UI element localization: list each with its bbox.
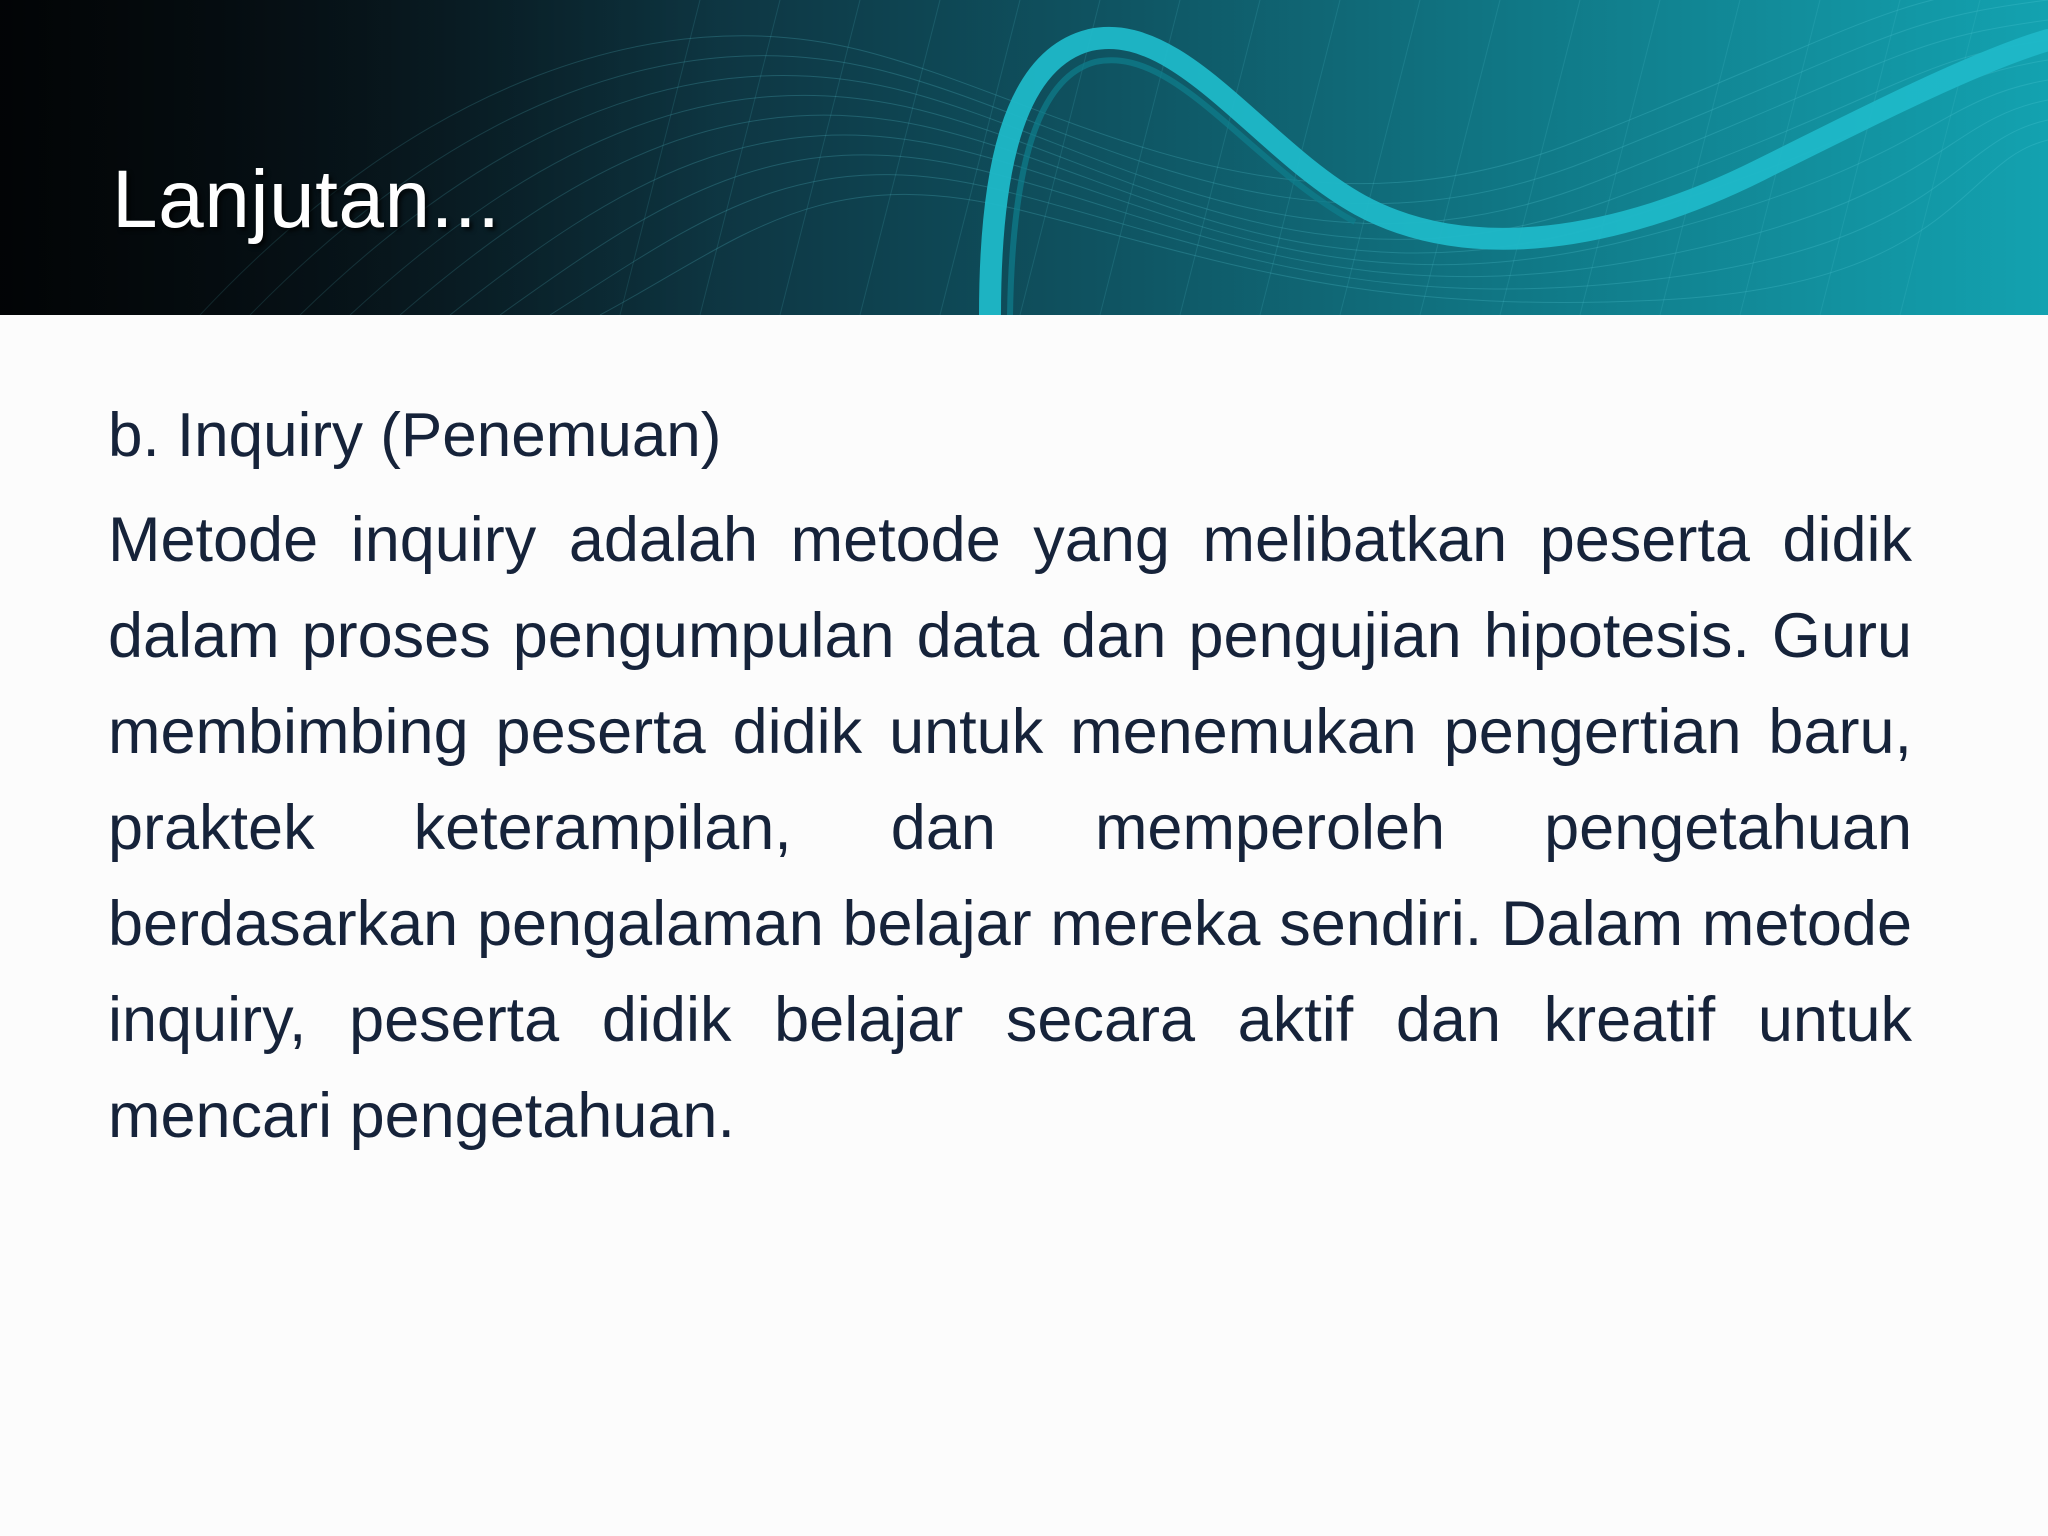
slide-title: Lanjutan...	[112, 154, 501, 245]
slide-header-banner	[0, 0, 2048, 315]
body-paragraph: Metode inquiry adalah metode yang melibatkan peserta didik dalam proses pengumpulan data dan pengujian hipotesis. Guru membimbing peserta didik untuk menemukan pengertian baru, praktek keterampilan, dan memperoleh pengetahuan berdasarkan pengalaman belajar mereka sendiri. Dalam metode inquiry, peserta didik belajar secara aktif dan kreatif untuk mencari pengetahuan.	[108, 505, 1912, 1151]
slide-content	[108, 388, 1912, 1164]
section-subheading: b. Inquiry (Penemuan)	[108, 401, 722, 470]
